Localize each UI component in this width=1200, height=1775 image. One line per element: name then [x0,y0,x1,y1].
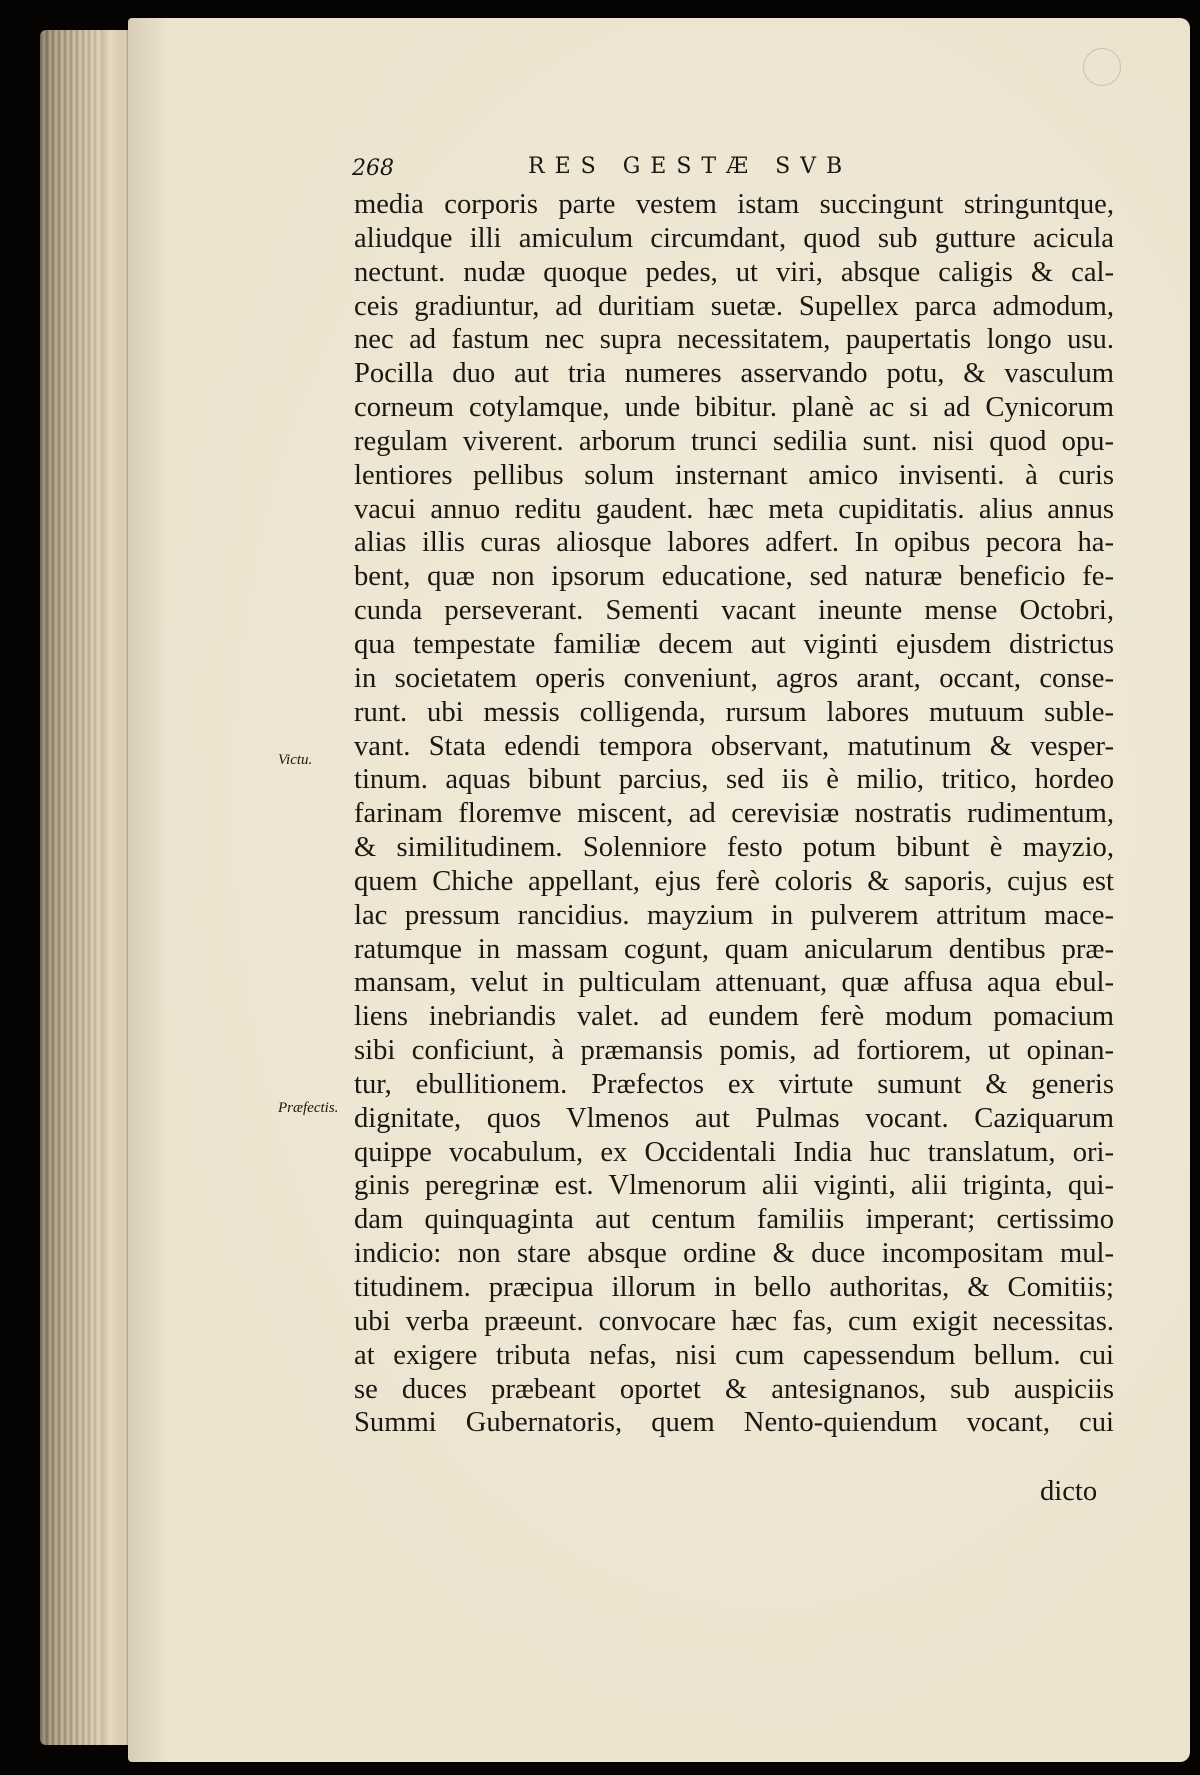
text-line: aliudque illi amiculum circumdant, quod sub gutture acicula [354,222,1114,254]
sidenote-victu: Victu. [278,752,313,768]
page-header [352,150,1112,186]
text-line: tinum. aquas bibunt parcius, sed iis è milio, tritico, hordeo [354,764,1114,796]
text-line: at exigere tributa nefas, nisi cum capessendum bellum. cui [354,1339,1114,1371]
body-text [354,188,1114,1440]
text-line: bent, quæ non ipsorum educatione, sed naturæ beneficio fe- [354,561,1114,593]
text-line: alias illis curas aliosque labores adfert. In opibus pecora ha- [354,527,1114,559]
text-line: ratumque in massam cogunt, quam anicularum dentibus præ- [354,933,1114,965]
text-line: qua tempestate familiæ decem aut viginti ejusdem districtus [354,628,1114,660]
text-line: Summi Gubernatoris, quem Nento-quiendum vocant, cui [354,1407,1114,1439]
text-line: regulam viverent. arborum trunci sedilia sunt. nisi quod opu- [354,425,1114,457]
text-line: indicio: non stare absque ordine & duce incompositam mul- [354,1238,1114,1270]
page-number: 268 [352,156,394,181]
text-line: cunda perseverant. Sementi vacant ineunte mense Octobri, [354,595,1114,627]
text-line: farinam floremve miscent, ad cerevisiæ nostratis rudimentum, [354,798,1114,830]
text-line: & similitudinem. Solenniore festo potum bibunt è mayzio, [354,832,1114,864]
text-line: nectunt. nudæ quoque pedes, ut viri, absque caligis & cal- [354,256,1114,288]
text-line: dam quinquaginta aut centum familiis imperant; certissimo [354,1204,1114,1236]
text-line: lentiores pellibus solum insternant amico invisenti. à curis [354,459,1114,491]
text-line: lac pressum rancidius. mayzium in pulverem attritum mace- [354,899,1114,931]
text-line: tur, ebullitionem. Præfectos ex virtute sumunt & generis [354,1068,1114,1100]
text-line: quem Chiche appellant, ejus ferè coloris & saporis, cujus est [354,865,1114,897]
text-line: media corporis parte vestem istam succingunt stringuntque, [354,189,1114,220]
text-line: Pocilla duo aut tria numeres asservando potu, & vasculum [354,358,1114,390]
text-line: quippe vocabulum, ex Occidentali India huc translatum, ori- [354,1136,1114,1168]
text-line: vant. Stata edendi tempora observant, matutinum & vesper- [354,730,1114,762]
text-line: ceis gradiuntur, ad duritiam suetæ. Supellex parca admodum, [354,290,1114,322]
text-line: ginis peregrinæ est. Vlmenorum alii viginti, alii triginta, qui- [354,1170,1114,1202]
text-line: se duces præbeant oportet & antesignanos, sub auspiciis [354,1373,1114,1405]
paper-stain [1083,48,1121,86]
text-line: dignitate, quos Vlmenos aut Pulmas vocant. Caziquarum [354,1102,1114,1134]
text-line: in societatem operis conveniunt, agros arant, occant, conse- [354,662,1114,694]
text-line: runt. ubi messis colligenda, rursum labores mutuum suble- [354,696,1114,728]
running-head: RES GESTÆ SVB [528,154,853,179]
text-line: titudinem. præcipua illorum in bello authoritas, & Comitiis; [354,1272,1114,1303]
catchword: dicto [1040,1476,1098,1507]
text-line: corneum cotylamque, unde bibitur. planè ac si ad Cynicorum [354,392,1114,424]
sidenote-praefectis: Præfectis. [278,1100,339,1116]
text-line: mansam, velut in pulticulam attenuant, quæ affusa aqua ebul- [354,967,1114,999]
text-line: liens inebriandis valet. ad eundem ferè modum pomacium [354,1001,1114,1033]
text-line: ubi verba præeunt. convocare hæc fas, cum exigit necessitas. [354,1305,1114,1337]
text-line: vacui annuo reditu gaudent. hæc meta cupiditatis. alius annus [354,493,1114,525]
text-line: sibi conficiunt, à præmansis pomis, ad fortiorem, ut opinan- [354,1035,1114,1067]
text-line: nec ad fastum nec supra necessitatem, paupertatis longo usu. [354,324,1114,356]
